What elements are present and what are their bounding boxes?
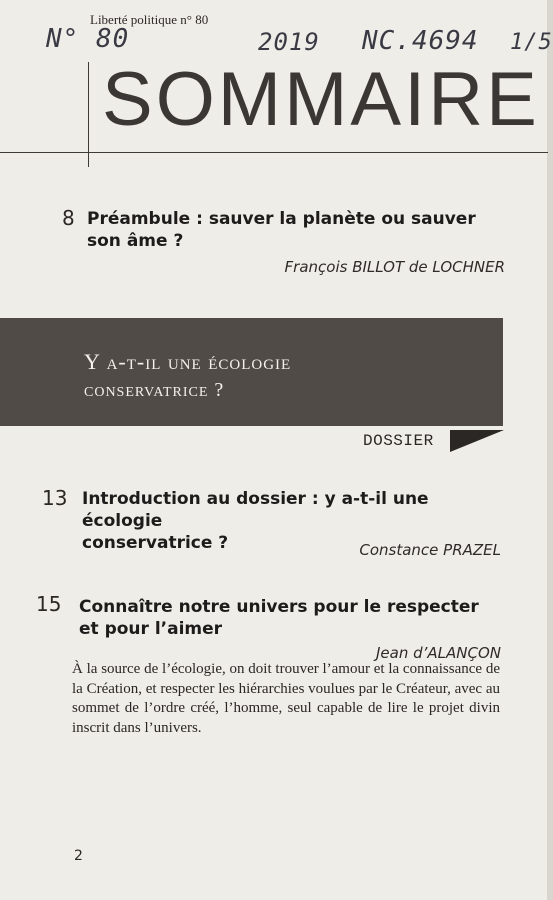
banner-line: Y a-t-il une écologie bbox=[84, 349, 292, 374]
handwritten-volume: 1/5 bbox=[510, 30, 553, 55]
dossier-banner-title bbox=[84, 348, 291, 404]
handwritten-reference: NC.4694 bbox=[362, 26, 479, 56]
entry-title-line: Introduction au dossier : y a-t-il une écologie bbox=[82, 489, 429, 531]
banner-line: conservatrice ? bbox=[84, 379, 225, 401]
entry-title-line: Connaître notre univers pour le respecter bbox=[79, 597, 479, 617]
entry-title bbox=[79, 596, 509, 640]
entry-title-line: son âme ? bbox=[87, 231, 184, 251]
entry-title-line: conservatrice ? bbox=[82, 533, 229, 553]
page-edge bbox=[547, 0, 553, 900]
dossier-arrow-icon bbox=[450, 430, 504, 452]
journal-issue: Liberté politique n° 80 bbox=[90, 12, 209, 27]
handwritten-number: N° 80 bbox=[46, 24, 130, 54]
entry-page-number: 8 bbox=[62, 206, 75, 230]
page-title: SOMMAIRE bbox=[102, 57, 540, 142]
dossier-label: DOSSIER bbox=[363, 432, 434, 450]
entry-author: François BILLOT de LOCHNER bbox=[284, 258, 505, 276]
entry-page-number: 15 bbox=[36, 592, 62, 616]
title-horizontal-rule bbox=[0, 152, 548, 153]
entry-author: Jean d’ALANÇON bbox=[375, 644, 501, 662]
entry-title-line: Préambule : sauver la planète ou sauver bbox=[87, 209, 476, 229]
entry-page-number: 13 bbox=[42, 486, 68, 510]
entry-title-line: et pour l’aimer bbox=[79, 619, 223, 639]
handwritten-date: 2019 bbox=[258, 28, 320, 56]
entry-title bbox=[87, 208, 507, 252]
page-number: 2 bbox=[74, 848, 83, 864]
entry-abstract: À la source de l’écologie, on doit trouver l’amour et la connaissance de la Création, et respecter les hiérarchies voulues par le Créateur, avec au sommet de l’ordre créé, l’homme, seul capable de lire le projet divin inscrit dans l’univers. bbox=[72, 661, 500, 736]
entry-author: Constance PRAZEL bbox=[359, 541, 501, 559]
